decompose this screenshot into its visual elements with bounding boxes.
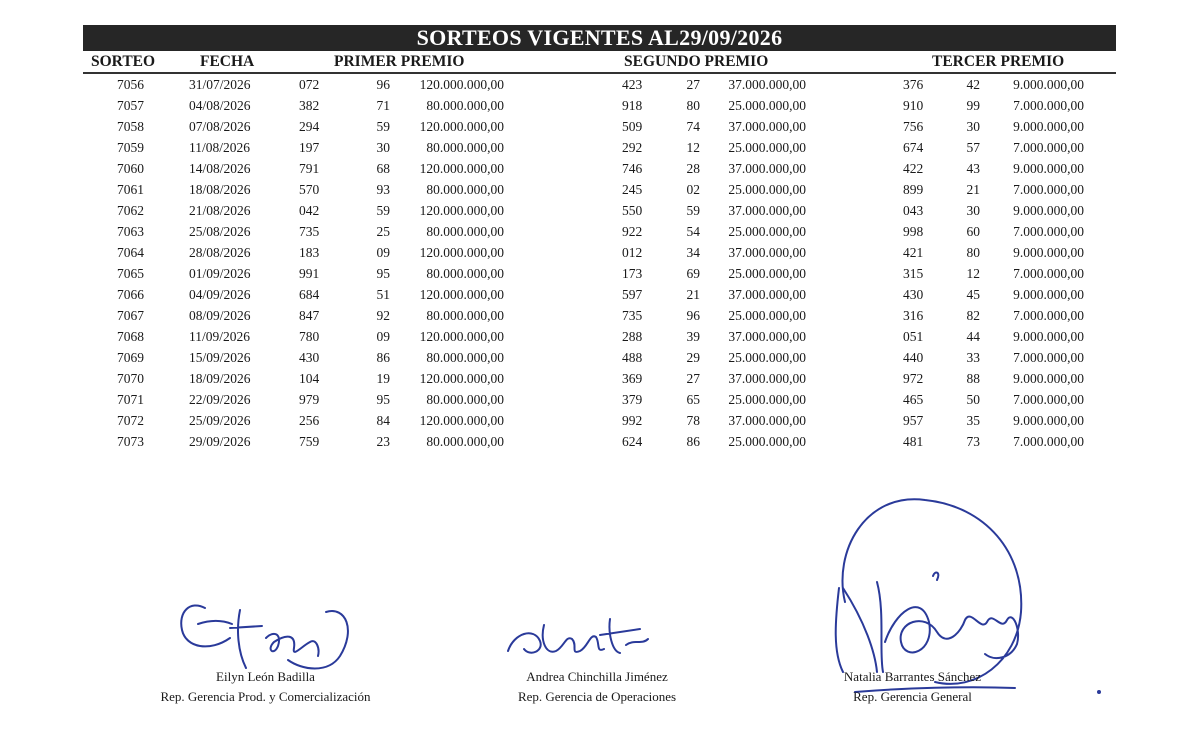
cell-segundo-numero: 379 [622,392,643,407]
cell-segundo-numero: 509 [622,119,643,134]
cell-segundo-numero: 922 [622,224,643,239]
cell-fecha: 08/09/2026 [189,308,251,323]
cell-tercer-numero: 756 [903,119,924,134]
cell-fecha: 04/08/2026 [189,98,251,113]
table-row [0,284,1200,305]
cell-segundo-monto: 25.000.000,00 [728,182,806,197]
cell-sorteo: 7072 [117,413,144,428]
cell-primer-monto: 120.000.000,00 [419,413,504,428]
cell-segundo-monto: 37.000.000,00 [728,119,806,134]
cell-primer-numero: 991 [299,266,320,281]
cell-primer-serie: 68 [376,161,390,176]
cell-segundo-monto: 25.000.000,00 [728,392,806,407]
cell-segundo-numero: 992 [622,413,643,428]
cell-fecha: 01/09/2026 [189,266,251,281]
cell-segundo-serie: 28 [686,161,700,176]
cell-primer-numero: 684 [299,287,320,302]
cell-primer-monto: 80.000.000,00 [426,350,504,365]
cell-primer-serie: 23 [376,434,390,449]
cell-primer-serie: 30 [376,140,390,155]
cell-segundo-serie: 96 [686,308,700,323]
cell-tercer-monto: 9.000.000,00 [1013,287,1084,302]
cell-primer-serie: 86 [376,350,390,365]
page-title: SORTEOS VIGENTES AL29/09/2026 [83,25,1116,51]
cell-segundo-monto: 37.000.000,00 [728,413,806,428]
table-row [0,347,1200,368]
cell-tercer-serie: 35 [966,413,980,428]
cell-tercer-numero: 998 [903,224,924,239]
cell-segundo-numero: 746 [622,161,643,176]
cell-segundo-numero: 292 [622,140,643,155]
cell-segundo-numero: 597 [622,287,643,302]
cell-segundo-numero: 369 [622,371,643,386]
cell-primer-monto: 80.000.000,00 [426,308,504,323]
cell-sorteo: 7071 [117,392,144,407]
cell-tercer-monto: 7.000.000,00 [1013,224,1084,239]
cell-tercer-monto: 9.000.000,00 [1013,329,1084,344]
table-row [0,137,1200,158]
cell-sorteo: 7062 [117,203,144,218]
signature-scribble-2 [500,605,660,670]
cell-sorteo: 7060 [117,161,144,176]
header-tercer-premio: TERCER PREMIO [932,53,1065,70]
cell-tercer-serie: 57 [966,140,980,155]
cell-segundo-monto: 25.000.000,00 [728,140,806,155]
cell-fecha: 18/09/2026 [189,371,251,386]
cell-tercer-numero: 043 [903,203,924,218]
cell-tercer-monto: 9.000.000,00 [1013,371,1084,386]
cell-segundo-monto: 37.000.000,00 [728,371,806,386]
cell-segundo-numero: 012 [622,245,643,260]
cell-fecha: 25/08/2026 [189,224,251,239]
cell-primer-serie: 59 [376,203,390,218]
cell-tercer-serie: 30 [966,203,980,218]
cell-primer-numero: 197 [299,140,320,155]
table-header [83,52,1116,74]
cell-tercer-serie: 43 [966,161,980,176]
table-row [0,410,1200,431]
cell-tercer-numero: 440 [903,350,924,365]
table-row [0,200,1200,221]
cell-segundo-serie: 29 [686,350,700,365]
cell-fecha: 28/08/2026 [189,245,251,260]
cell-tercer-monto: 9.000.000,00 [1013,119,1084,134]
cell-tercer-monto: 9.000.000,00 [1013,413,1084,428]
cell-primer-numero: 294 [299,119,320,134]
cell-tercer-monto: 9.000.000,00 [1013,77,1084,92]
cell-sorteo: 7061 [117,182,144,197]
cell-tercer-numero: 315 [903,266,924,281]
cell-primer-monto: 120.000.000,00 [419,77,504,92]
cell-primer-numero: 382 [299,98,320,113]
cell-primer-numero: 256 [299,413,320,428]
table-row [0,305,1200,326]
cell-segundo-serie: 34 [686,245,700,260]
cell-tercer-serie: 12 [966,266,980,281]
cell-primer-serie: 09 [376,245,390,260]
cell-primer-numero: 104 [299,371,320,386]
signature-block-1 [148,667,383,707]
cell-primer-serie: 96 [376,77,390,92]
table-row [0,221,1200,242]
cell-segundo-monto: 37.000.000,00 [728,329,806,344]
cell-fecha: 07/08/2026 [189,119,251,134]
cell-tercer-numero: 421 [903,245,924,260]
signer-role: Rep. Gerencia General [853,689,972,704]
table-row [0,263,1200,284]
cell-sorteo: 7069 [117,350,144,365]
cell-sorteo: 7057 [117,98,144,113]
cell-segundo-numero: 624 [622,434,643,449]
cell-primer-monto: 120.000.000,00 [419,203,504,218]
cell-primer-numero: 042 [299,203,320,218]
cell-tercer-monto: 7.000.000,00 [1013,392,1084,407]
cell-tercer-serie: 82 [966,308,980,323]
cell-fecha: 15/09/2026 [189,350,251,365]
cell-tercer-monto: 7.000.000,00 [1013,140,1084,155]
cell-primer-numero: 847 [299,308,320,323]
cell-sorteo: 7056 [117,77,144,92]
cell-segundo-monto: 37.000.000,00 [728,77,806,92]
cell-primer-numero: 759 [299,434,320,449]
cell-segundo-monto: 25.000.000,00 [728,434,806,449]
cell-tercer-serie: 30 [966,119,980,134]
signer-name: Natalia Barrantes Sánchez [843,669,982,684]
cell-tercer-numero: 957 [903,413,924,428]
table-row [0,326,1200,347]
cell-tercer-monto: 7.000.000,00 [1013,98,1084,113]
cell-primer-monto: 80.000.000,00 [426,140,504,155]
cell-tercer-serie: 99 [966,98,980,113]
cell-segundo-numero: 918 [622,98,643,113]
cell-segundo-monto: 37.000.000,00 [728,203,806,218]
header-segundo-premio: SEGUNDO PREMIO [624,53,769,70]
cell-fecha: 31/07/2026 [189,77,251,92]
cell-primer-monto: 120.000.000,00 [419,287,504,302]
cell-primer-numero: 183 [299,245,320,260]
cell-primer-serie: 19 [376,371,390,386]
cell-primer-monto: 120.000.000,00 [419,119,504,134]
cell-fecha: 22/09/2026 [189,392,251,407]
table-row [0,95,1200,116]
header-sorteo: SORTEO [91,53,156,70]
table-body [0,74,1200,452]
cell-tercer-monto: 7.000.000,00 [1013,308,1084,323]
cell-sorteo: 7063 [117,224,144,239]
cell-tercer-monto: 7.000.000,00 [1013,182,1084,197]
cell-primer-numero: 735 [299,224,320,239]
cell-segundo-numero: 173 [622,266,643,281]
cell-primer-numero: 791 [299,161,320,176]
table-row [0,242,1200,263]
cell-segundo-monto: 37.000.000,00 [728,161,806,176]
cell-fecha: 14/08/2026 [189,161,251,176]
cell-primer-numero: 780 [299,329,320,344]
cell-tercer-monto: 9.000.000,00 [1013,245,1084,260]
signer-role: Rep. Gerencia de Operaciones [517,689,677,704]
cell-segundo-serie: 78 [686,413,700,428]
cell-segundo-serie: 65 [686,392,700,407]
cell-primer-serie: 95 [376,266,390,281]
cell-primer-monto: 80.000.000,00 [426,392,504,407]
cell-segundo-monto: 25.000.000,00 [728,308,806,323]
ink-dot [1097,690,1101,694]
table-row [0,179,1200,200]
cell-sorteo: 7059 [117,140,144,155]
cell-tercer-monto: 7.000.000,00 [1013,434,1084,449]
cell-segundo-monto: 25.000.000,00 [728,98,806,113]
cell-tercer-numero: 465 [903,392,924,407]
cell-primer-serie: 25 [376,224,390,239]
cell-sorteo: 7073 [117,434,144,449]
cell-segundo-serie: 69 [686,266,700,281]
cell-segundo-serie: 27 [686,371,700,386]
cell-segundo-serie: 21 [686,287,700,302]
cell-primer-numero: 979 [299,392,320,407]
cell-primer-serie: 95 [376,392,390,407]
cell-primer-numero: 570 [299,182,320,197]
cell-tercer-serie: 73 [966,434,980,449]
cell-segundo-numero: 423 [622,77,643,92]
cell-tercer-serie: 33 [966,350,980,365]
cell-segundo-monto: 25.000.000,00 [728,266,806,281]
cell-sorteo: 7070 [117,371,144,386]
cell-tercer-monto: 9.000.000,00 [1013,203,1084,218]
cell-tercer-numero: 430 [903,287,924,302]
table-row [0,158,1200,179]
cell-segundo-serie: 80 [686,98,700,113]
cell-segundo-monto: 37.000.000,00 [728,245,806,260]
cell-primer-monto: 120.000.000,00 [419,329,504,344]
cell-sorteo: 7066 [117,287,144,302]
table-row [0,116,1200,137]
cell-segundo-numero: 550 [622,203,643,218]
cell-tercer-serie: 88 [966,371,980,386]
cell-tercer-numero: 899 [903,182,924,197]
cell-primer-monto: 80.000.000,00 [426,182,504,197]
cell-segundo-monto: 25.000.000,00 [728,350,806,365]
cell-fecha: 04/09/2026 [189,287,251,302]
table-row [0,368,1200,389]
cell-tercer-numero: 674 [903,140,924,155]
signature-block-3 [820,667,1005,707]
cell-tercer-serie: 60 [966,224,980,239]
cell-tercer-numero: 051 [903,329,924,344]
cell-primer-serie: 84 [376,413,390,428]
cell-primer-serie: 92 [376,308,390,323]
cell-primer-serie: 51 [376,287,390,302]
table-row [0,389,1200,410]
cell-fecha: 11/09/2026 [189,329,251,344]
cell-tercer-numero: 422 [903,161,924,176]
table-row [0,74,1200,95]
cell-segundo-numero: 245 [622,182,643,197]
cell-primer-monto: 80.000.000,00 [426,434,504,449]
cell-tercer-serie: 45 [966,287,980,302]
cell-sorteo: 7064 [117,245,144,260]
cell-primer-serie: 09 [376,329,390,344]
cell-primer-numero: 072 [299,77,320,92]
cell-tercer-numero: 316 [903,308,924,323]
cell-tercer-numero: 481 [903,434,924,449]
cell-sorteo: 7067 [117,308,144,323]
cell-primer-monto: 80.000.000,00 [426,224,504,239]
signature-block-2 [482,667,712,707]
cell-tercer-monto: 9.000.000,00 [1013,161,1084,176]
cell-segundo-numero: 488 [622,350,643,365]
cell-segundo-monto: 37.000.000,00 [728,287,806,302]
cell-sorteo: 7058 [117,119,144,134]
cell-primer-serie: 59 [376,119,390,134]
cell-fecha: 25/09/2026 [189,413,251,428]
cell-segundo-serie: 02 [686,182,700,197]
cell-tercer-numero: 376 [903,77,924,92]
cell-segundo-numero: 735 [622,308,643,323]
cell-fecha: 29/09/2026 [189,434,251,449]
cell-primer-serie: 93 [376,182,390,197]
cell-primer-numero: 430 [299,350,320,365]
table-row [0,431,1200,452]
cell-segundo-serie: 86 [686,434,700,449]
signer-name: Eilyn León Badilla [216,669,315,684]
cell-fecha: 18/08/2026 [189,182,251,197]
cell-tercer-monto: 7.000.000,00 [1013,350,1084,365]
cell-fecha: 21/08/2026 [189,203,251,218]
cell-segundo-serie: 54 [686,224,700,239]
cell-primer-monto: 120.000.000,00 [419,371,504,386]
cell-segundo-numero: 288 [622,329,643,344]
cell-tercer-serie: 80 [966,245,980,260]
cell-segundo-serie: 59 [686,203,700,218]
cell-tercer-serie: 21 [966,182,980,197]
signer-name: Andrea Chinchilla Jiménez [526,669,668,684]
cell-primer-monto: 80.000.000,00 [426,266,504,281]
cell-tercer-serie: 50 [966,392,980,407]
cell-tercer-monto: 7.000.000,00 [1013,266,1084,281]
header-primer-premio: PRIMER PREMIO [334,53,465,70]
cell-sorteo: 7068 [117,329,144,344]
signer-role: Rep. Gerencia Prod. y Comercialización [160,689,371,704]
cell-primer-monto: 120.000.000,00 [419,245,504,260]
cell-segundo-serie: 74 [686,119,700,134]
cell-primer-monto: 80.000.000,00 [426,98,504,113]
cell-segundo-serie: 12 [686,140,700,155]
cell-sorteo: 7065 [117,266,144,281]
cell-fecha: 11/08/2026 [189,140,251,155]
cell-segundo-monto: 25.000.000,00 [728,224,806,239]
cell-primer-serie: 71 [376,98,390,113]
cell-tercer-numero: 972 [903,371,924,386]
cell-segundo-serie: 39 [686,329,700,344]
header-fecha: FECHA [200,53,255,70]
cell-tercer-serie: 44 [966,329,980,344]
cell-primer-monto: 120.000.000,00 [419,161,504,176]
cell-tercer-serie: 42 [966,77,980,92]
cell-segundo-serie: 27 [686,77,700,92]
cell-tercer-numero: 910 [903,98,924,113]
